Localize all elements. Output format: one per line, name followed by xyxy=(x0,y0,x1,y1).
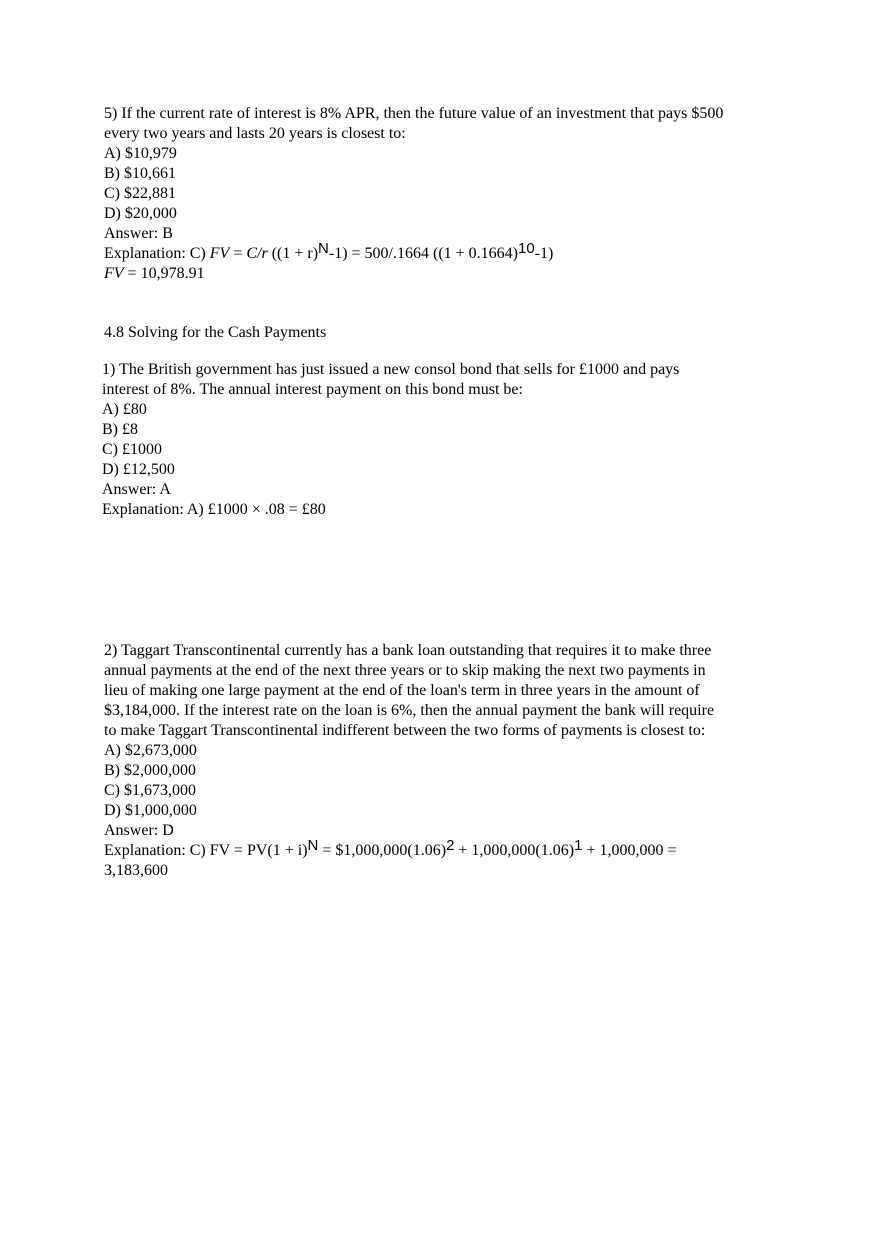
question-2-explanation: Explanation: C) FV = PV(1 + i)N = $1,000,000(1.06)2 + 1,000,000(1.06)1 + 1,000,000 = xyxy=(104,837,677,859)
question-1-option-b: B) £8 xyxy=(102,421,138,438)
section-heading: 4.8 Solving for the Cash Payments xyxy=(104,324,327,341)
question-1-option-d: D) £12,500 xyxy=(102,461,175,478)
question-5-option-d: D) $20,000 xyxy=(104,205,177,222)
question-5-option-a: A) $10,979 xyxy=(104,145,177,162)
question-5-text-line-2: every two years and lasts 20 years is closest to: xyxy=(104,125,406,142)
question-5-result: FV = 10,978.91 xyxy=(104,265,205,282)
question-2-text-line-1: 2) Taggart Transcontinental currently has a bank loan outstanding that requires it to make three xyxy=(104,642,712,659)
question-1-option-c: C) £1000 xyxy=(102,441,162,458)
question-5-option-c: C) $22,881 xyxy=(104,185,176,202)
question-1-explanation: Explanation: A) £1000 × .08 = £80 xyxy=(102,501,326,518)
question-2-option-d: D) $1,000,000 xyxy=(104,802,197,819)
question-2 xyxy=(104,641,804,881)
question-5-option-b: B) $10,661 xyxy=(104,165,176,182)
question-2-text-line-5: to make Taggart Transcontinental indifferent between the two forms of payments is closest to: xyxy=(104,722,706,739)
question-5-explanation: Explanation: C) FV = C/r ((1 + r)N-1) = 500/.1664 ((1 + 0.1664)10-1) xyxy=(104,240,554,262)
question-2-text-line-2: annual payments at the end of the next three years or to skip making the next two payments in xyxy=(104,662,706,679)
question-5 xyxy=(104,104,804,284)
question-1-text-line-1: 1) The British government has just issued a new consol bond that sells for £1000 and pays xyxy=(102,361,680,378)
question-2-text-line-3: lieu of making one large payment at the end of the loan's term in three years in the amount of xyxy=(104,682,700,699)
question-2-option-b: B) $2,000,000 xyxy=(104,762,196,779)
question-2-option-c: C) $1,673,000 xyxy=(104,782,196,799)
question-1 xyxy=(102,360,802,520)
question-5-text-line-1: 5) If the current rate of interest is 8% APR, then the future value of an investment that pays $500 xyxy=(104,105,724,122)
question-1-text-line-2: interest of 8%. The annual interest payment on this bond must be: xyxy=(102,381,523,398)
question-2-explanation-line-2: 3,183,600 xyxy=(104,862,168,879)
question-2-answer: Answer: D xyxy=(104,822,174,839)
question-2-option-a: A) $2,673,000 xyxy=(104,742,197,759)
question-5-answer: Answer: B xyxy=(104,225,173,242)
question-1-answer: Answer: A xyxy=(102,481,171,498)
question-2-text-line-4: $3,184,000. If the interest rate on the loan is 6%, then the annual payment the bank will require xyxy=(104,702,715,719)
question-1-option-a: A) £80 xyxy=(102,401,147,418)
